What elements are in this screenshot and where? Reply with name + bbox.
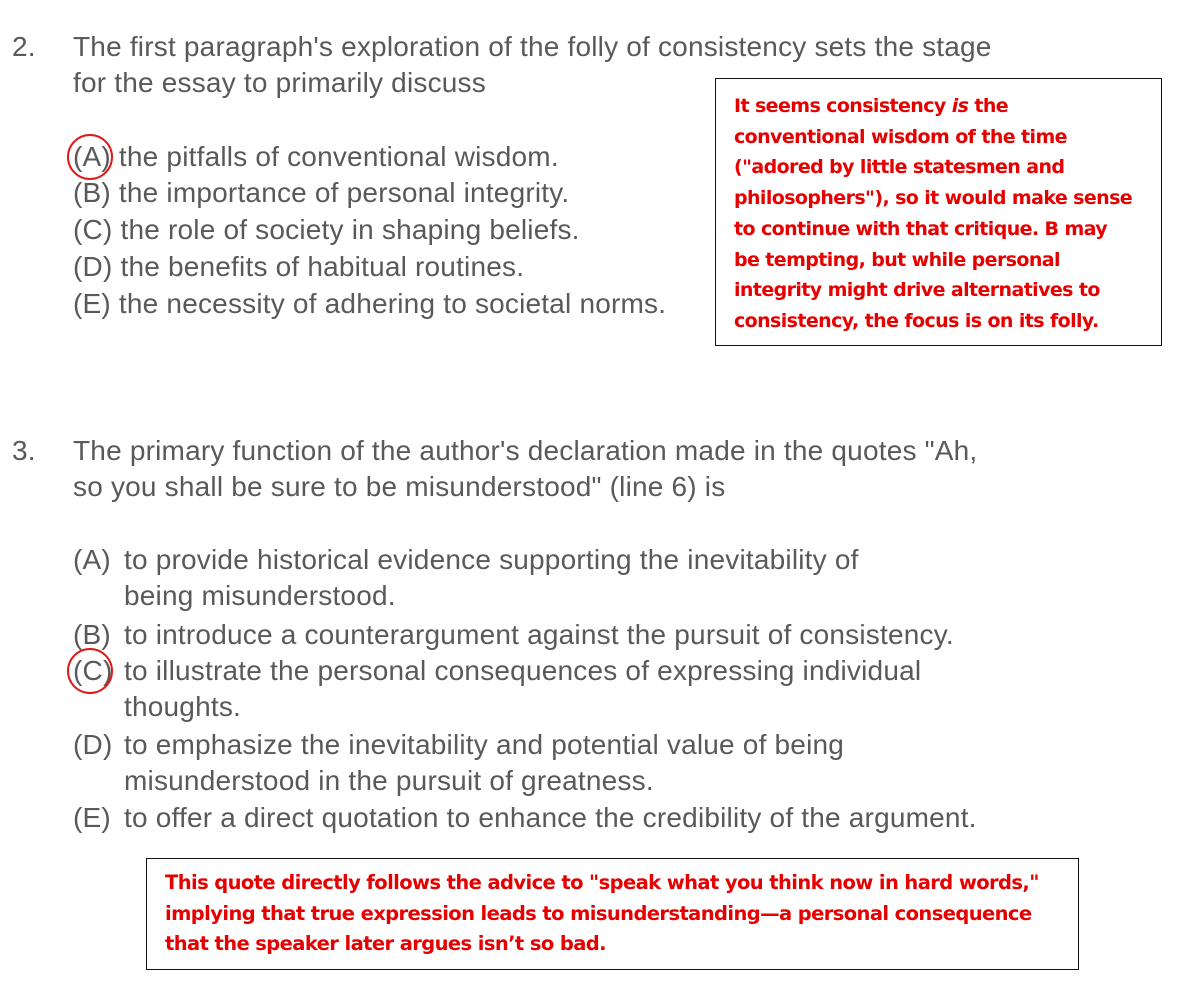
option-e[interactable]: [73, 286, 666, 322]
annotation-box-q3: [146, 858, 1079, 970]
option-text: to introduce a counterargument against the pursuit of consistency.: [124, 619, 954, 650]
question-number: 3.: [12, 435, 36, 466]
option-text: the necessity of adhering to societal norms.: [118, 288, 667, 319]
stem-line: for the essay to primarily discuss: [73, 67, 486, 98]
option-label: (A): [73, 141, 111, 172]
annotation-line: philosophers"), so it would make sense: [734, 187, 1133, 210]
option-text: the benefits of habitual routines.: [120, 251, 525, 282]
annotation-line: This quote directly follows the advice to "speak what you think now in hard words,": [165, 871, 1039, 894]
option-text: the pitfalls of conventional wisdom.: [118, 141, 559, 172]
option-label: (E): [73, 288, 111, 319]
annotation-line: It seems consistency is the: [734, 95, 1009, 117]
option-label: (D): [73, 729, 113, 760]
option-label: (C): [73, 655, 113, 686]
stem-line: The primary function of the author's declaration made in the quotes "Ah,: [73, 435, 978, 466]
question-stem: [73, 433, 977, 505]
annotation-line: integrity might drive alternatives to: [734, 279, 1100, 302]
annotation-line: implying that true expression leads to misunderstanding—a personal consequence: [165, 901, 1032, 925]
annotation-box-q2: [715, 78, 1162, 346]
option-label: (D): [73, 251, 113, 282]
annotation-line: conventional wisdom of the time: [734, 125, 1067, 148]
option-b[interactable]: [73, 175, 569, 211]
annotation-line: to continue with that critique. B may: [734, 217, 1108, 240]
question-number: 2.: [12, 31, 36, 62]
option-c[interactable]: [73, 212, 580, 248]
option-label: (A): [73, 544, 111, 575]
annotation-line: that the speaker later argues isn’t so bad.: [165, 932, 606, 956]
option-label: (B): [73, 177, 111, 208]
answer-circle-a: [67, 134, 113, 180]
option-text: the importance of personal integrity.: [118, 177, 570, 208]
stem-line: The first paragraph's exploration of the folly of consistency sets the stage: [73, 31, 992, 62]
option-text: to offer a direct quotation to enhance the credibility of the argument.: [124, 802, 977, 833]
option-text: to provide historical evidence supporting the inevitability of being misunderstood.: [124, 544, 859, 611]
option-text: to illustrate the personal consequences of expressing individual thoughts.: [124, 655, 922, 722]
option-text: the role of society in shaping beliefs.: [120, 214, 580, 245]
annotation-line: ("adored by little statesmen and: [734, 156, 1065, 179]
option-label: (B): [73, 619, 111, 650]
question-3: [0, 400, 1178, 850]
option-text: to emphasize the inevitability and potential value of being misunderstood in the pursuit of greatness.: [124, 729, 845, 796]
option-d[interactable]: [73, 249, 524, 285]
stem-line: so you shall be sure to be misunderstood" (line 6) is: [73, 471, 726, 502]
option-a[interactable]: [73, 139, 559, 175]
option-label: (C): [73, 214, 113, 245]
annotation-line: be tempting, but while personal: [734, 248, 1060, 271]
option-label: (E): [73, 802, 111, 833]
annotation-line: consistency, the focus is on its folly.: [734, 309, 1099, 332]
answer-circle-c: [67, 648, 113, 694]
